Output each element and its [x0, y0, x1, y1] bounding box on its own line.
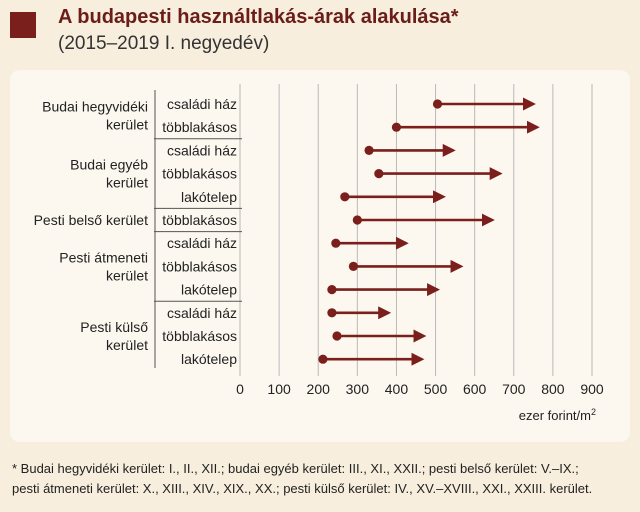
x-tick-label-600: 600	[462, 381, 487, 397]
row-type-label: családi ház	[166, 235, 237, 252]
x-tick-label-0: 0	[236, 381, 244, 397]
category-labels	[34, 90, 242, 368]
start-dot-4-1	[332, 331, 341, 340]
row-type-label: lakótelep	[180, 281, 237, 298]
start-dot-3-1	[349, 262, 358, 271]
chart-title: A budapesti használtlakás-árak alakulása*	[58, 6, 459, 28]
chart-subtitle: (2015–2019 I. negyedév)	[58, 33, 270, 54]
x-axis-label: ezer forint/$m^2$	[518, 407, 596, 423]
group-label: kerület	[105, 116, 148, 133]
row-type-label: lakótelep	[180, 188, 237, 205]
x-tick-label-300: 300	[345, 381, 370, 397]
start-dot-3-2	[327, 285, 336, 294]
x-tick-label-400: 400	[384, 381, 409, 397]
start-dot-3-0	[331, 239, 340, 248]
group-label: Pesti átmeneti	[59, 249, 148, 266]
group-label: kerület	[105, 174, 148, 191]
x-tick-label-200: 200	[306, 381, 330, 397]
start-dot-4-0	[327, 308, 336, 317]
data-marks	[318, 99, 537, 363]
row-type-label: többlakásos	[162, 165, 237, 182]
row-type-label: többlakásos	[162, 212, 237, 228]
chart-panel	[10, 70, 630, 442]
start-dot-4-2	[318, 355, 327, 364]
title-marker	[10, 12, 36, 38]
row-type-label: többlakásos	[162, 119, 237, 136]
group-label: Pesti külső	[80, 319, 148, 335]
chart-svg	[10, 70, 630, 442]
row-type-label: családi ház	[166, 142, 237, 159]
group-label: kerület	[105, 267, 148, 284]
row-type-label: családi ház	[166, 96, 237, 112]
x-tick-label-900: 900	[580, 381, 604, 397]
footnote-line-1: * Budai hegyvidéki kerület: I., II., XII.; budai egyéb kerület: III., XI., XXII.; pesti belső kerület: V.–IX.;	[12, 461, 579, 476]
row-type-label: többlakásos	[162, 258, 237, 275]
x-axis	[236, 381, 604, 423]
group-label: Pesti belső kerület	[33, 212, 148, 228]
row-type-label: lakótelep	[180, 351, 237, 368]
x-tick-label-100: 100	[267, 381, 291, 397]
x-tick-label-800: 800	[541, 381, 565, 397]
start-dot-1-0	[364, 146, 373, 155]
x-tick-label-500: 500	[423, 381, 448, 397]
group-label: kerület	[105, 337, 148, 353]
footnote	[12, 459, 632, 499]
start-dot-0-0	[433, 99, 442, 108]
row-type-label: családi ház	[166, 304, 237, 321]
start-dot-2-0	[353, 215, 362, 224]
x-tick-label-700: 700	[502, 381, 526, 397]
start-dot-0-1	[392, 123, 401, 132]
group-label: Budai hegyvidéki	[42, 98, 148, 115]
start-dot-1-2	[340, 192, 349, 201]
start-dot-1-1	[374, 169, 383, 178]
footnote-line-2: pesti átmeneti kerület: X., XIII., XIV., XIX., XX.; pesti külső kerület: IV., XV.–XVIII., XXI., XXIII. kerület.	[12, 481, 593, 496]
row-type-label: többlakásos	[162, 328, 237, 344]
group-label: Budai egyéb	[70, 156, 148, 173]
